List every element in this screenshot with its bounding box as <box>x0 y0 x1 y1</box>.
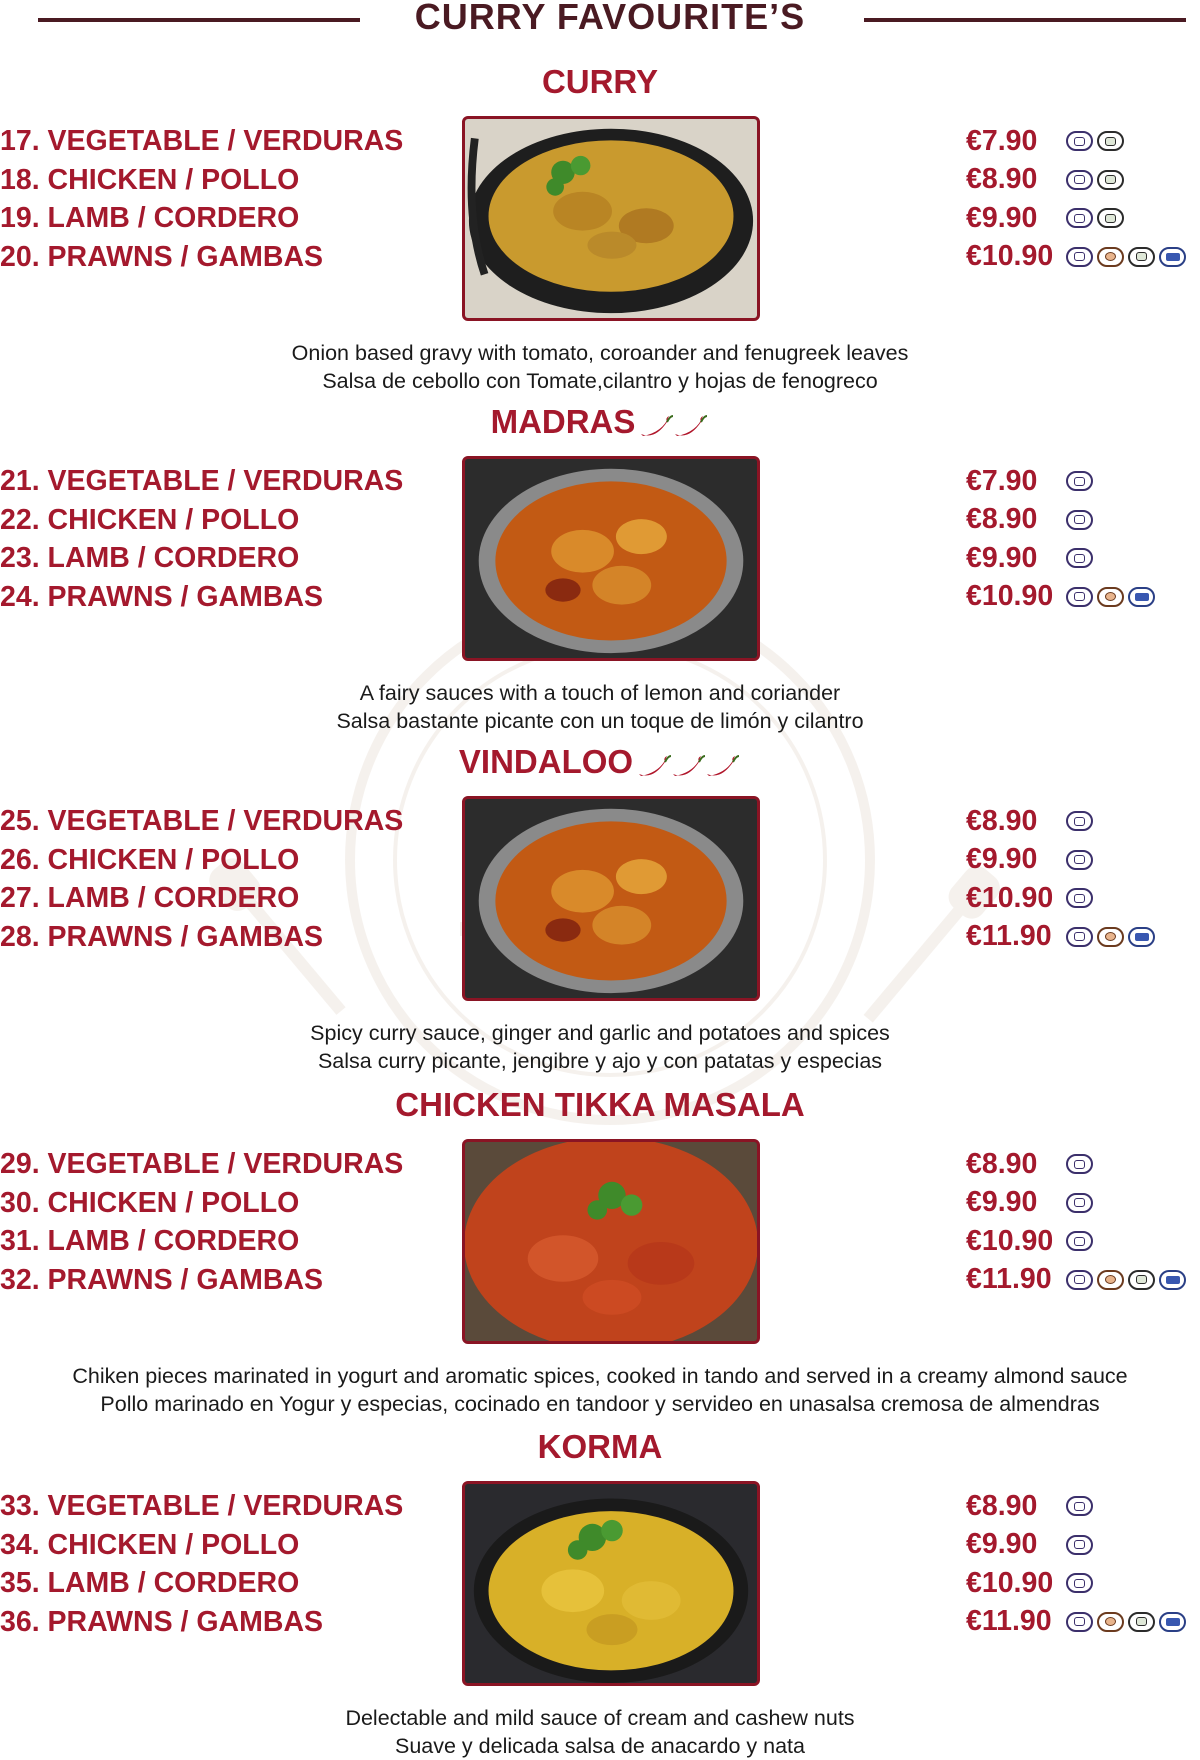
price: €11.90 <box>966 1605 1052 1638</box>
section-title: KORMA <box>537 1428 663 1465</box>
price-row <box>966 161 1200 200</box>
price-row <box>966 462 1200 501</box>
allergen-icons <box>1066 131 1124 151</box>
section-description <box>0 1704 1200 1760</box>
mollusc-allergen-icon <box>1159 1612 1186 1632</box>
allergen-icons <box>1066 1231 1093 1251</box>
menu-item-name: 29. VEGETABLE / VERDURAS <box>0 1148 404 1180</box>
item-list <box>0 122 440 276</box>
header-rule-left <box>38 18 360 22</box>
menu-item-name: 34. CHICKEN / POLLO <box>0 1528 300 1561</box>
section-description <box>0 339 1200 395</box>
price: €7.90 <box>966 124 1038 157</box>
crustacean-allergen-icon <box>1097 587 1124 607</box>
description-english: Onion based gravy with tomato, coroander and fenugreek leaves <box>291 341 909 365</box>
menu-item-name: 30. CHICKEN / POLLO <box>0 1186 300 1219</box>
price: €10.90 <box>966 881 1054 914</box>
mollusc-allergen-icon <box>1128 927 1155 947</box>
menu-item-name: 18. CHICKEN / POLLO <box>0 163 300 196</box>
milk-allergen-icon <box>1066 811 1093 831</box>
price-row <box>966 918 1200 957</box>
milk-allergen-icon <box>1066 1496 1093 1516</box>
price-row <box>966 1564 1200 1603</box>
chili-icon <box>675 416 707 436</box>
price: €10.90 <box>966 580 1054 613</box>
price-row <box>966 539 1200 578</box>
price-row <box>966 501 1200 540</box>
menu-item-name: 26. CHICKEN / POLLO <box>0 843 300 876</box>
item-list <box>0 1145 440 1299</box>
section-title: VINDALOO <box>0 742 1200 784</box>
price-row <box>966 879 1200 918</box>
menu-item-name: 35. LAMB / CORDERO <box>0 1567 300 1599</box>
section-korma <box>0 1427 1200 1758</box>
milk-allergen-icon <box>1066 927 1093 947</box>
section-description <box>0 679 1200 735</box>
mollusc-allergen-icon <box>1128 587 1155 607</box>
milk-allergen-icon <box>1066 548 1093 568</box>
chili-rating <box>635 744 741 784</box>
allergen-icons <box>1066 247 1186 267</box>
milk-allergen-icon <box>1066 247 1093 267</box>
chili-icon <box>673 756 705 776</box>
korma-dish-image <box>462 1481 760 1686</box>
price: €10.90 <box>966 1224 1054 1257</box>
allergen-icons <box>1066 1573 1093 1593</box>
price-row <box>966 841 1200 880</box>
allergen-icons <box>1066 1193 1093 1213</box>
menu-item-name: 31. LAMB / CORDERO <box>0 1225 300 1257</box>
price-row <box>966 1222 1200 1261</box>
allergen-icons <box>1066 1535 1093 1555</box>
price-row <box>966 1145 1200 1184</box>
item-list <box>0 1487 440 1641</box>
price-row <box>966 802 1200 841</box>
fish-allergen-icon <box>1097 170 1124 190</box>
price: €10.90 <box>966 1566 1054 1599</box>
price-row <box>966 1184 1200 1223</box>
allergen-icons <box>1066 510 1093 530</box>
price-row <box>966 199 1200 238</box>
description-spanish: Suave y delicada salsa de anacardo y nata <box>395 1734 805 1758</box>
milk-allergen-icon <box>1066 1231 1093 1251</box>
menu-item-name: 28. PRAWNS / GAMBAS <box>0 920 324 953</box>
allergen-icons <box>1066 1496 1093 1516</box>
chili-icon <box>641 416 673 436</box>
allergen-icons <box>1066 1270 1186 1290</box>
fish-allergen-icon <box>1128 247 1155 267</box>
tikka-masala-dish-image <box>462 1139 760 1344</box>
madras-dish-image <box>462 456 760 661</box>
price: €11.90 <box>966 1263 1052 1296</box>
menu-item-name: 32. PRAWNS / GAMBAS <box>0 1263 324 1296</box>
price: €9.90 <box>966 201 1038 234</box>
price-row <box>966 1487 1200 1526</box>
chili-icon <box>707 756 739 776</box>
section-madras <box>0 402 1200 733</box>
price-list <box>966 802 1200 956</box>
description-spanish: Salsa curry picante, jengibre y ajo y con patatas y especias <box>317 1049 883 1073</box>
allergen-icons <box>1066 811 1093 831</box>
section-title: CHICKEN TIKKA MASALA <box>395 1086 805 1123</box>
description-english: Spicy curry sauce, ginger and garlic and potatoes and spices <box>310 1021 890 1045</box>
price: €8.90 <box>966 503 1038 536</box>
menu-item-name: 17. VEGETABLE / VERDURAS <box>0 125 404 157</box>
chili-rating <box>637 404 709 444</box>
milk-allergen-icon <box>1066 1154 1093 1174</box>
price: €9.90 <box>966 1186 1038 1219</box>
price-row <box>966 238 1200 277</box>
section-title: CURRY <box>541 63 659 100</box>
menu-item-name: 20. PRAWNS / GAMBAS <box>0 240 324 273</box>
allergen-icons <box>1066 587 1155 607</box>
price-row <box>966 578 1200 617</box>
description-english: Chiken pieces marinated in yogurt and aromatic spices, cooked in tando and served in a creamy almond sauce <box>72 1364 1128 1388</box>
item-list <box>0 802 440 956</box>
price-row <box>966 122 1200 161</box>
page-title: CURRY FAVOURITE’S <box>414 0 806 37</box>
fish-allergen-icon <box>1097 208 1124 228</box>
curry-dish-image <box>462 116 760 321</box>
fish-allergen-icon <box>1128 1612 1155 1632</box>
menu-item-name: 27. LAMB / CORDERO <box>0 882 300 914</box>
section-description <box>0 1362 1200 1418</box>
milk-allergen-icon <box>1066 587 1093 607</box>
milk-allergen-icon <box>1066 208 1093 228</box>
price: €8.90 <box>966 1489 1038 1522</box>
section-description <box>0 1019 1200 1075</box>
vindaloo-dish-image <box>462 796 760 1001</box>
crustacean-allergen-icon <box>1097 1270 1124 1290</box>
milk-allergen-icon <box>1066 888 1093 908</box>
price: €9.90 <box>966 1528 1038 1561</box>
price: €8.90 <box>966 163 1038 196</box>
chili-icon <box>639 756 671 776</box>
price: €8.90 <box>966 804 1038 837</box>
mollusc-allergen-icon <box>1159 247 1186 267</box>
price-list <box>966 122 1200 276</box>
price: €9.90 <box>966 541 1038 574</box>
description-english: A fairy sauces with a touch of lemon and coriander <box>359 681 841 705</box>
menu-item-name: 24. PRAWNS / GAMBAS <box>0 580 324 613</box>
fish-allergen-icon <box>1128 1270 1155 1290</box>
crustacean-allergen-icon <box>1097 927 1124 947</box>
mollusc-allergen-icon <box>1159 1270 1186 1290</box>
description-spanish: Pollo marinado en Yogur y especias, cocinado en tandoor y servideo en unasalsa cremosa de almendras <box>100 1392 1100 1416</box>
menu-item-name: 25. VEGETABLE / VERDURAS <box>0 805 404 837</box>
milk-allergen-icon <box>1066 1573 1093 1593</box>
allergen-icons <box>1066 850 1093 870</box>
milk-allergen-icon <box>1066 1270 1093 1290</box>
menu-item-name: 33. VEGETABLE / VERDURAS <box>0 1490 404 1522</box>
section-curry <box>0 62 1200 393</box>
item-list <box>0 462 440 616</box>
price-list <box>966 1487 1200 1641</box>
menu-item-name: 22. CHICKEN / POLLO <box>0 503 300 536</box>
allergen-icons <box>1066 927 1155 947</box>
description-spanish: Salsa de cebollo con Tomate,cilantro y hojas de fenogreco <box>322 369 878 393</box>
section-vindaloo <box>0 742 1200 1073</box>
menu-item-name: 21. VEGETABLE / VERDURAS <box>0 465 404 497</box>
milk-allergen-icon <box>1066 471 1093 491</box>
allergen-icons <box>1066 471 1093 491</box>
price: €7.90 <box>966 464 1038 497</box>
price-list <box>966 462 1200 616</box>
fish-allergen-icon <box>1097 131 1124 151</box>
section-title: MADRAS <box>0 402 1200 444</box>
allergen-icons <box>1066 1612 1186 1632</box>
price-row <box>966 1261 1200 1300</box>
milk-allergen-icon <box>1066 170 1093 190</box>
section-chicken-tikka-masala <box>0 1085 1200 1416</box>
price: €10.90 <box>966 240 1054 273</box>
milk-allergen-icon <box>1066 131 1093 151</box>
description-spanish: Salsa bastante picante con un toque de limón y cilantro <box>336 709 864 733</box>
allergen-icons <box>1066 888 1093 908</box>
milk-allergen-icon <box>1066 510 1093 530</box>
allergen-icons <box>1066 548 1093 568</box>
crustacean-allergen-icon <box>1097 1612 1124 1632</box>
menu-item-name: 36. PRAWNS / GAMBAS <box>0 1605 324 1638</box>
price-list <box>966 1145 1200 1299</box>
price-row <box>966 1526 1200 1565</box>
price-row <box>966 1603 1200 1642</box>
menu-item-name: 23. LAMB / CORDERO <box>0 542 300 574</box>
allergen-icons <box>1066 208 1124 228</box>
milk-allergen-icon <box>1066 1612 1093 1632</box>
menu-item-name: 19. LAMB / CORDERO <box>0 202 300 234</box>
milk-allergen-icon <box>1066 850 1093 870</box>
milk-allergen-icon <box>1066 1535 1093 1555</box>
price: €11.90 <box>966 920 1052 953</box>
crustacean-allergen-icon <box>1097 247 1124 267</box>
price: €8.90 <box>966 1147 1038 1180</box>
allergen-icons <box>1066 1154 1093 1174</box>
header-rule-right <box>864 18 1186 22</box>
milk-allergen-icon <box>1066 1193 1093 1213</box>
description-english: Delectable and mild sauce of cream and cashew nuts <box>345 1706 855 1730</box>
allergen-icons <box>1066 170 1124 190</box>
price: €9.90 <box>966 843 1038 876</box>
